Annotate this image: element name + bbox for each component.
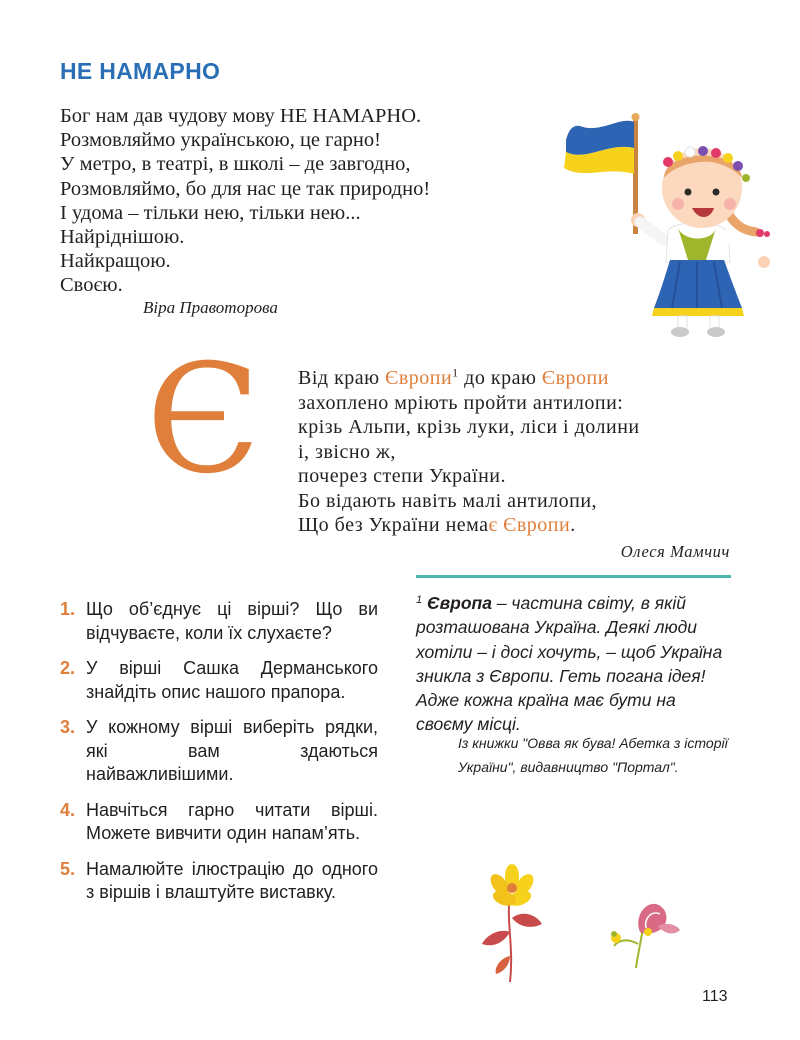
pink-flower-icon (604, 898, 684, 970)
poem-line: Найкращою. (60, 250, 171, 273)
poem-line: Найріднішою. (60, 226, 185, 249)
poem-line (298, 366, 738, 391)
footnote-source: Із книжки "Овва як бува! Абетка з історії України", видавництво "Портал". (458, 735, 728, 775)
page-number: 113 (702, 988, 728, 1005)
question-number: 3. (60, 717, 76, 737)
decorative-initial-letter: Є (146, 333, 261, 507)
footnote-marker: 1 (452, 365, 459, 380)
poem-line: Бо відають навіть малі антилопи, (298, 489, 598, 512)
poem-line: Своєю. (60, 274, 123, 297)
poem-line: крізь Альпи, крізь луки, ліси і долини (298, 416, 640, 438)
question-number: 2. (60, 658, 76, 678)
poem-text: Що без України нема (298, 514, 489, 536)
poem-line: Розмовляймо, бо для нас це так природно! (60, 177, 431, 200)
poem-text: . (570, 514, 576, 536)
question-number: 5. (60, 858, 76, 879)
poem-line: І удома – тільки нею, тільки нею... (60, 201, 361, 224)
poem-line: Розмовляймо українською, це гарно! (60, 129, 381, 152)
poem-line: почерез степи України. (298, 465, 507, 487)
poem-line: і, звісно ж, (298, 440, 396, 463)
poem-author: Віра Правоторова (143, 298, 278, 317)
question-item (60, 598, 378, 645)
question-number: 1. (60, 599, 76, 619)
poem-author: Олеся Мамчич (620, 542, 730, 561)
question-text: У кожному вірші виберіть рядки, які вам здаються найважливішими. (86, 717, 378, 784)
poem-text: до краю (458, 367, 542, 389)
footnote (416, 588, 734, 737)
poem-ne-namarno (60, 104, 540, 298)
question-text: Намалюйте ілюстрацію до одного з віршів і влаштуйте виставку. (86, 858, 378, 902)
footnote-number: 1 (416, 594, 423, 606)
poem-text: Від краю (298, 367, 386, 389)
highlighted-word: Європи (541, 367, 609, 389)
poem-line (298, 513, 738, 538)
question-item (60, 858, 378, 905)
poem-line: захоплено мріють пройти антилопи: (298, 391, 624, 414)
yellow-flower-icon (472, 862, 556, 986)
poem-vid-krayu-yevropy (298, 366, 738, 538)
footnote-text: – частина світу, в якій розташована Україна. Деякі люди хотіли – і досі хочуть, – щоб Україна зникла з Європи. Геть погана ідея! Адже кожна країна має бути на своєму місці. (416, 593, 723, 735)
footnote-divider (416, 575, 731, 578)
question-item (60, 716, 378, 787)
poem-line: Бог нам дав чудову мову НЕ НАМАРНО. (60, 105, 422, 127)
question-text: У вірші Сашка Дерманського знайдіть опис нашого прапора. (86, 658, 378, 702)
girl-with-flag-illustration-icon (560, 112, 775, 340)
question-text: Що об’єднує ці вірші? Що ви відчуваєте, коли їх слухаєте? (86, 599, 378, 643)
page-title: НЕ НАМАРНО (60, 58, 221, 84)
question-item (60, 657, 378, 704)
highlighted-word: Європи (385, 367, 453, 389)
question-text: Навчіться гарно читати вірші. Можете вивчити один напам’ять. (86, 799, 378, 843)
question-number: 4. (60, 799, 76, 820)
questions-list (60, 598, 378, 917)
highlighted-word: є Європи (488, 514, 571, 536)
question-item (60, 799, 378, 846)
poem-line: У метро, в театрі, в школі – де завгодно, (60, 153, 411, 176)
footnote-term: Європа (427, 593, 492, 613)
